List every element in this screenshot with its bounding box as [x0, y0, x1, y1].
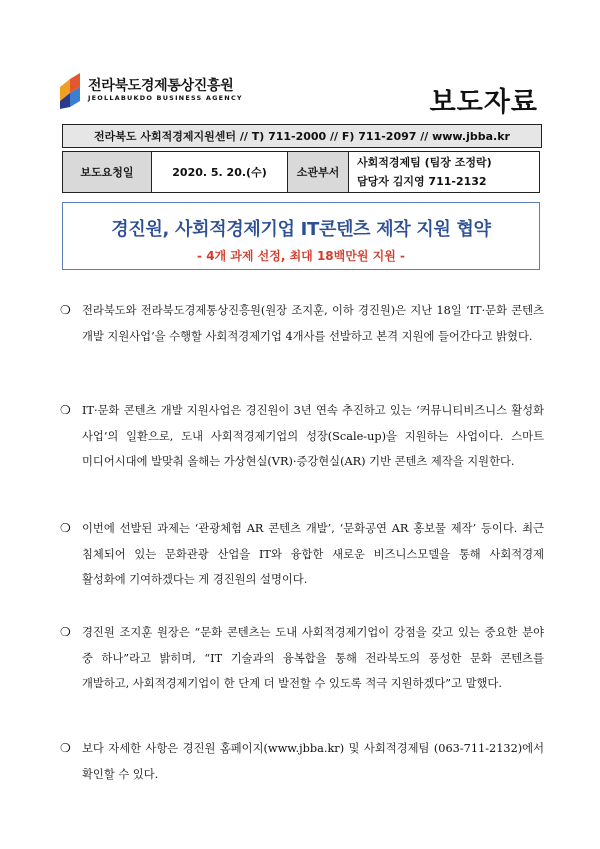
dept-contact: 담당자 김지영 711-2132	[357, 175, 487, 188]
request-date-label: 보도요청일	[63, 152, 152, 193]
paragraph-text: IT·문화 콘텐츠 개발 지원사업은 경진원이 3년 연속 추진하고 있는 ‘커뮤니티비즈니스 활성화 사업’의 일환으로, 도내 사회적경제기업의 성장(Scale-up)을 지원하는 사업이다. 스마트 미디어시대에 발맞춰 올해는 가상현실(VR)·증강현실(AR) 기반 콘텐츠 제작을 지원한다.	[82, 404, 544, 468]
org-logo-icon	[58, 73, 84, 109]
dept-value	[349, 152, 540, 193]
bullet-icon: ❍	[60, 303, 71, 317]
bullet-icon: ❍	[60, 741, 71, 755]
paragraph	[60, 620, 544, 697]
dept-team: 사회적경제팀 (팀장 조정락)	[357, 156, 492, 169]
paragraph-text: 이번에 선발된 과제는 ‘관광체험 AR 콘텐츠 개발’, ‘문화공연 AR 홍보물 제작’ 등이다. 최근 침체되어 있는 문화관광 산업을 IT와 융합한 새로운 비즈니스모델을 통해 사회적경제 활성화에 기여하겠다는 게 경진원의 설명이다.	[82, 522, 544, 586]
doc-type-title: 보도자료	[429, 87, 538, 118]
org-name: 전라북도경제통상진흥원	[88, 78, 234, 94]
request-date-value: 2020. 5. 20.(수)	[152, 152, 288, 193]
paragraph-text: 경진원 조지훈 원장은 “문화 콘텐츠는 도내 사회적경제기업이 강점을 갖고 있는 중요한 분야 중 하나”라고 밝히며, “IT 기술과의 융복합을 통해 전라북도의 풍성한 문화 콘텐츠를 개발하고, 사회적경제기업이 한 단계 더 발전할 수 있도록 적극 지원하겠다”고 말했다.	[82, 626, 544, 690]
paragraph	[60, 398, 544, 475]
paragraph	[60, 298, 544, 349]
contact-bar: 전라북도 사회적경제지원센터 // T) 711-2000 // F) 711-2097 // www.jbba.kr	[62, 124, 542, 148]
bullet-icon: ❍	[60, 403, 71, 417]
bullet-icon: ❍	[60, 625, 71, 639]
paragraph	[60, 516, 544, 593]
paragraph-text: 전라북도와 전라북도경제통상진흥원(원장 조지훈, 이하 경진원)은 지난 18일 ‘IT·문화 콘텐츠 개발 지원사업’을 수행할 사회적경제기업 4개사를 선발하고 본격 지원에 들어간다고 밝혔다.	[82, 304, 544, 343]
headline-box	[62, 202, 540, 270]
paragraph-text: 보다 자세한 사항은 경진원 홈페이지(www.jbba.kr) 및 사회적경제팀 (063-711-2132)에서 확인할 수 있다.	[82, 742, 544, 781]
info-table	[62, 151, 540, 193]
org-logo	[58, 73, 243, 113]
headline: 경진원, 사회적경제기업 IT콘텐츠 제작 지원 협약	[111, 219, 491, 240]
bullet-icon: ❍	[60, 521, 71, 535]
org-name-en: JEOLLABUKDO BUSINESS AGENCY	[88, 94, 243, 102]
paragraph	[60, 736, 544, 787]
dept-label: 소관부서	[288, 152, 349, 193]
subheadline: - 4개 과제 선정, 최대 18백만원 지원 -	[197, 249, 405, 263]
